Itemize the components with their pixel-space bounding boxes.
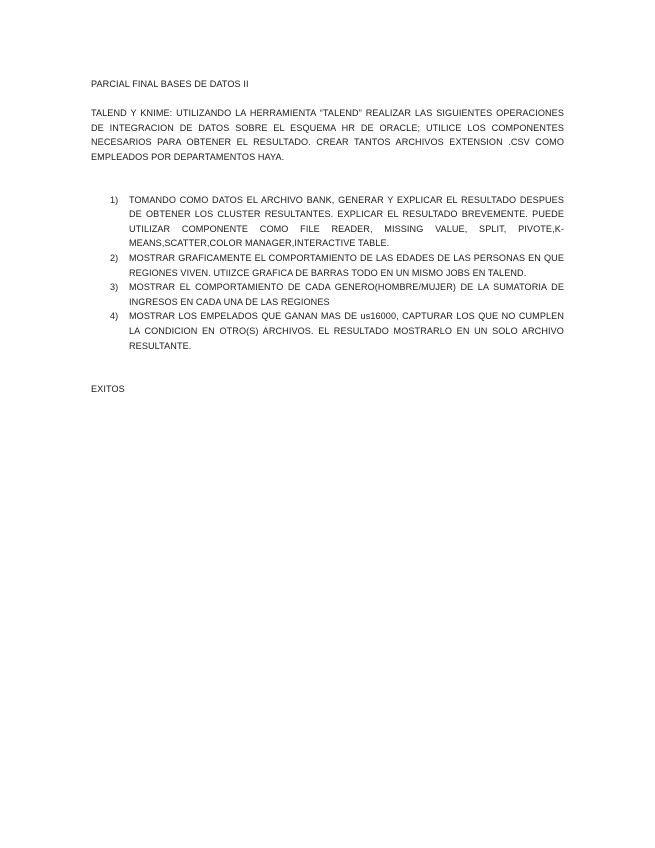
task-text: MOSTRAR EL COMPORTAMIENTO DE CADA GENERO(HOMBRE/MUJER) DE LA SUMATORIA DE INGRESOS EN CADA UNA DE LAS REGIONES: [129, 282, 564, 307]
task-number: 2): [110, 252, 119, 263]
task-text: MOSTRAR GRAFICAMENTE EL COMPORTAMIENTO DE LAS EDADES DE LAS PERSONAS EN QUE REGIONES VIVEN. UTIIZCE GRAFICA DE BARRAS TODO EN UN MISMO JOBS EN TALEND.: [129, 252, 564, 278]
task-item: [91, 280, 564, 309]
task-list: [91, 193, 564, 354]
task-number: 1): [110, 194, 119, 205]
task-number: 4): [110, 311, 119, 322]
document-body: [91, 77, 564, 397]
task-item: [91, 309, 564, 353]
task-item: [91, 193, 564, 251]
task-number: 3): [110, 282, 119, 293]
document-title: PARCIAL FINAL BASES DE DATOS II: [91, 79, 249, 89]
intro-paragraph: TALEND Y KNIME: UTILIZANDO LA HERRAMIENTA “TALEND” REALIZAR LAS SIGUIENTES OPERACIONES DE INTEGRACION DE DATOS SOBRE EL ESQUEMA HR DE ORACLE; UTILICE LOS COMPONENTES NECESARIOS PARA OBTENER EL RESULTADO. CREAR TANTOS ARCHIVOS EXTENSION .CSV COMO EMPLEADOS POR DEPARTAMENTOS HAYA.: [91, 108, 564, 162]
task-item: [91, 251, 564, 280]
task-text: MOSTRAR LOS EMPELADOS QUE GANAN MAS DE us16000, CAPTURAR LOS QUE NO CUMPLEN LA CONDICION EN OTRO(S) ARCHIVOS. EL RESULTADO MOSTRARLO EN UN SOLO ARCHIVO RESULTANTE.: [129, 311, 564, 351]
task-text: TOMANDO COMO DATOS EL ARCHIVO BANK, GENERAR Y EXPLICAR EL RESULTADO DESPUES DE OBTENER LOS CLUSTER RESULTANTES. EXPLICAR EL RESULTADO BREVEMENTE. PUEDE UTILIZAR COMPONENTE COMO FILE READER, MISSING VALUE, SPLIT, PIVOTE,K-MEANS,SCATTER,COLOR MANAGER,INTERACTIVE TABLE.: [129, 194, 564, 249]
closing-text: EXITOS: [91, 384, 125, 395]
